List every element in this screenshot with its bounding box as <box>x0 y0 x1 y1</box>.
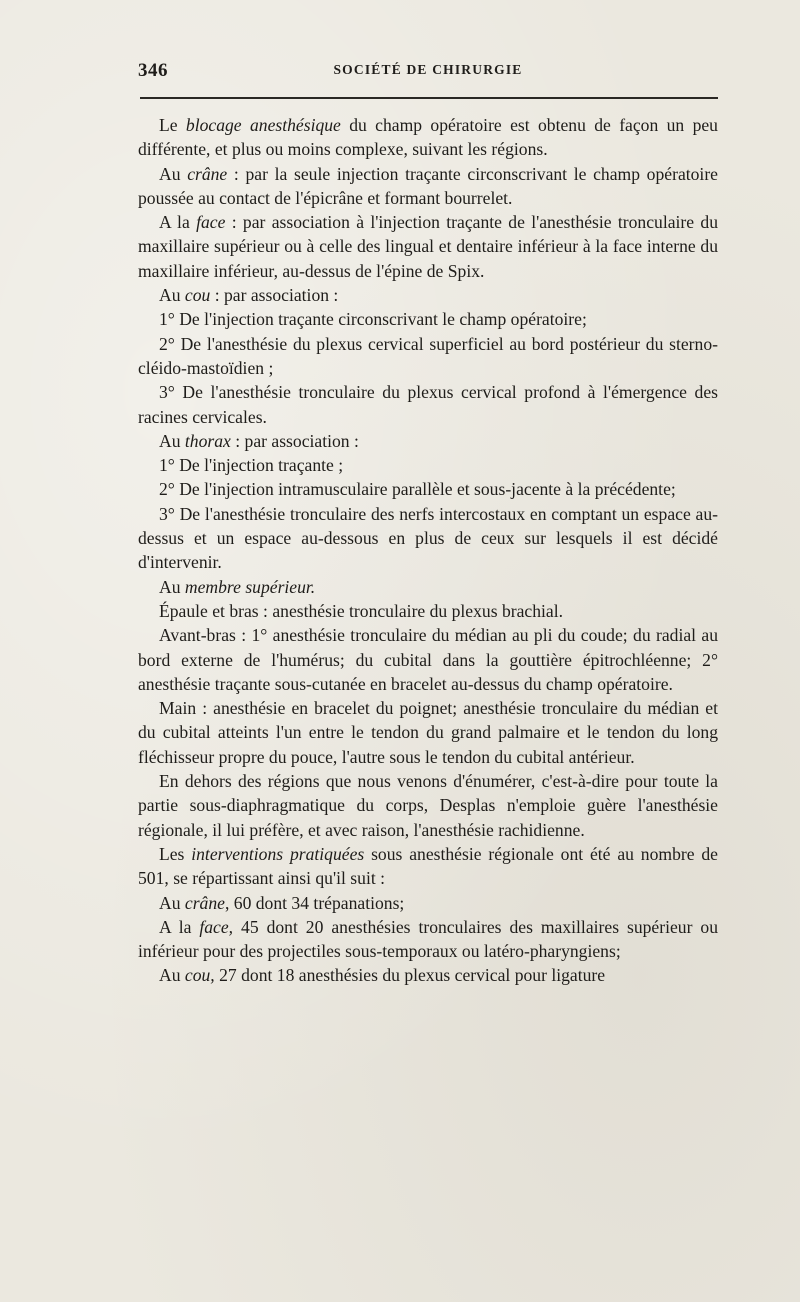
paragraph: Le blocage anesthésique du champ opératoire est obtenu de façon un peu différente, et plus ou moins complexe, suivant les régions. <box>138 115 718 160</box>
page-number: 346 <box>138 60 168 81</box>
running-title: SOCIÉTÉ DE CHIRURGIE <box>333 62 523 77</box>
paragraph: Les interventions pratiquées sous anesthésie régionale ont été au nombre de 501, se répartissant ainsi qu'il suit : <box>138 843 718 889</box>
paragraph: Avant-bras : 1° anesthésie tronculaire du médian au pli du coude; du radial au bord externe de l'humérus; du cubital dans la gouttière épitrochléenne; 2° anesthésie traçante sous-cutanée en bracelet au-dessus du champ opératoire. <box>138 625 718 694</box>
paragraph: En dehors des régions que nous venons d'énumérer, c'est-à-dire pour toute la partie sous-diaphragmatique du corps, Desplas n'emploie guère l'anesthésie régionale, il lui préfère, et avec raison, l'anesthésie rachidienne. <box>138 771 718 840</box>
paragraph: A la face : par association à l'injection traçante de l'anesthésie tronculaire du maxillaire supérieur ou à celle des lingual et dentaire inférieur à la face interne du maxillaire inférieur, au-dessus de l'épine de Spix. <box>138 212 718 281</box>
paragraph: Au crâne : par la seule injection traçante circonscrivant le champ opératoire poussée au contact de l'épicrâne et formant bourrelet. <box>138 163 718 208</box>
paragraph: Au cou : par association : <box>159 285 339 306</box>
paragraph: 3° De l'anesthésie tronculaire des nerfs intercostaux en comptant un espace au-dessus et un espace au-dessous en plus de ceux sur lesquels il est décidé d'intervenir. <box>138 503 718 573</box>
paragraph: Au thorax : par association : <box>159 430 359 451</box>
paragraph: 3° De l'anesthésie tronculaire du plexus cervical profond à l'émergence des racines cervicales. <box>138 382 718 427</box>
paragraph: A la face, 45 dont 20 anesthésies tronculaires des maxillaires supérieur ou inférieur pour des projectiles sous-temporaux ou latéro-pharyngiens; <box>138 916 719 962</box>
paragraph: 2° De l'anesthésie du plexus cervical superficiel au bord postérieur du sterno-cléido-mastoïdien ; <box>138 333 718 378</box>
paragraph: Au membre supérieur. <box>159 576 316 597</box>
header-rule <box>140 97 718 99</box>
body-text <box>138 113 718 988</box>
paragraph: Au crâne, 60 dont 34 trépanations; <box>159 892 405 913</box>
paragraph: 1° De l'injection traçante ; <box>159 455 344 476</box>
paragraph: 2° De l'injection intramusculaire parallèle et sous-jacente à la précédente; <box>159 479 676 500</box>
paragraph: Épaule et bras : anesthésie tronculaire du plexus brachial. <box>159 600 564 621</box>
paragraph: Au cou, 27 dont 18 anesthésies du plexus cervical pour ligature <box>159 965 606 986</box>
page-header <box>138 58 718 86</box>
paragraph: Main : anesthésie en bracelet du poignet; anesthésie tronculaire du médian et du cubital atteints l'un entre le tendon du grand palmaire et le tendon du long fléchisseur propre du pouce, l'autre sous le tendon du cubital antérieur. <box>138 698 718 767</box>
paragraph: 1° De l'injection traçante circonscrivant le champ opératoire; <box>159 309 587 330</box>
